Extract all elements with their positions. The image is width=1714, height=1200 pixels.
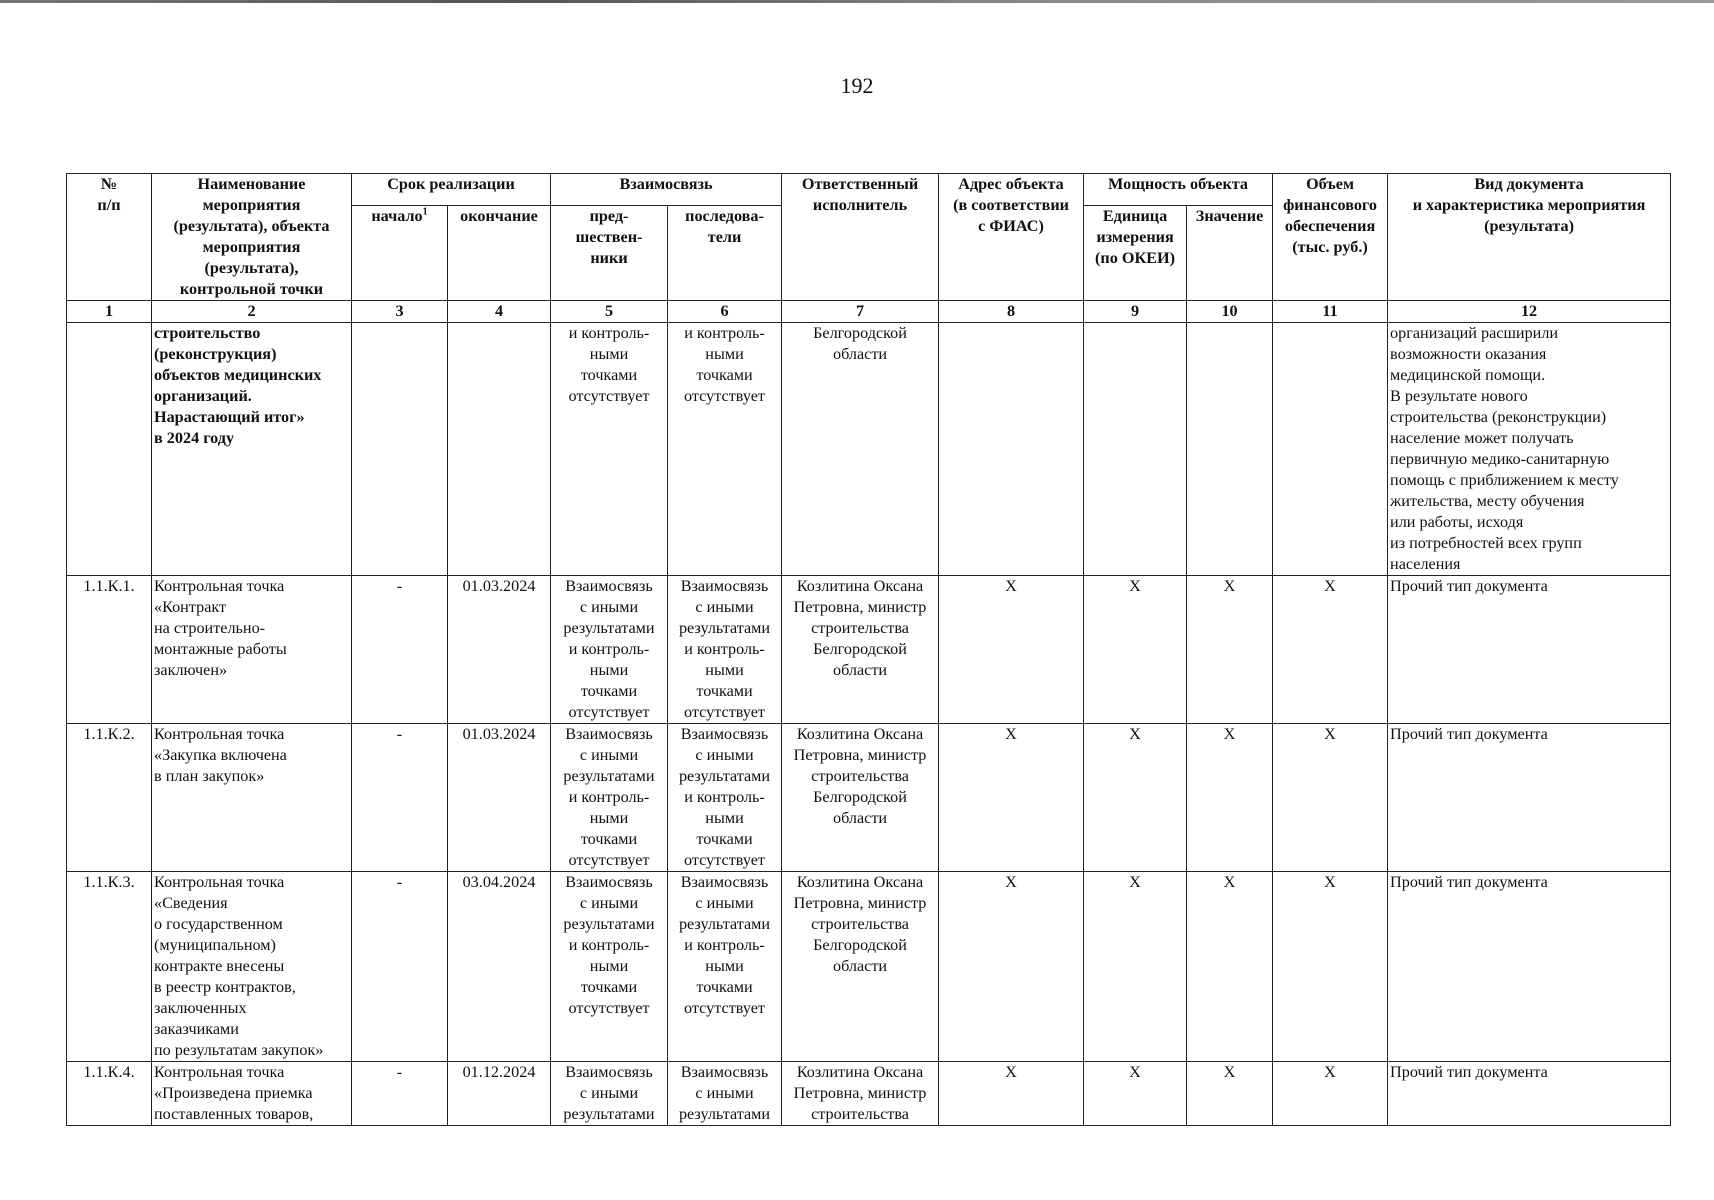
cell-predecessors: Взаимосвязь с иными результатами: [551, 1062, 668, 1126]
table-row: [67, 872, 1671, 1062]
header-name: Наименование мероприятия (результата), объекта мероприятия (результата), контрольной точки: [152, 174, 352, 301]
cell-end: 01.12.2024: [448, 1062, 551, 1126]
cell-value: X: [1187, 724, 1273, 872]
cell-document: Прочий тип документа: [1388, 724, 1671, 872]
header-term-start: начало$^1$: [352, 206, 448, 301]
cell-start: -: [352, 576, 448, 724]
cell-successors: Взаимосвязь с иными результатами и контроль- ными точками отсутствует: [668, 872, 782, 1062]
cell-successors: Взаимосвязь с иными результатами: [668, 1062, 782, 1126]
cell-finance: X: [1273, 576, 1388, 724]
cell-value: [1187, 323, 1273, 576]
column-number: 11: [1273, 301, 1388, 323]
table-row: [67, 323, 1671, 576]
cell-address: [939, 323, 1084, 576]
column-number: 2: [152, 301, 352, 323]
column-number: 12: [1388, 301, 1671, 323]
header-predecessors: пред- шествен- ники: [551, 206, 668, 301]
cell-unit: X: [1084, 724, 1187, 872]
cell-unit: X: [1084, 1062, 1187, 1126]
column-number: 8: [939, 301, 1084, 323]
cell-document: Прочий тип документа: [1388, 1062, 1671, 1126]
header-number: № п/п: [67, 174, 152, 301]
column-number: 5: [551, 301, 668, 323]
header-capacity-group: Мощность объекта: [1084, 174, 1273, 206]
table-row: [67, 1062, 1671, 1126]
column-number: 7: [782, 301, 939, 323]
cell-address: X: [939, 1062, 1084, 1126]
cell-start: [352, 323, 448, 576]
cell-successors: Взаимосвязь с иными результатами и контроль- ными точками отсутствует: [668, 724, 782, 872]
column-number: 4: [448, 301, 551, 323]
cell-responsible: Козлитина Оксана Петровна, министр строительства Белгородской области: [782, 576, 939, 724]
cell-address: X: [939, 576, 1084, 724]
cell-document: организаций расширили возможности оказания медицинской помощи. В результате нового строительства (реконструкции) население может получать первичную медико-санитарную помощь с приближением к месту жительства, месту обучения или работы, исходя из потребностей всех групп населения: [1388, 323, 1671, 576]
cell-finance: [1273, 323, 1388, 576]
cell-finance: X: [1273, 724, 1388, 872]
cell-end: 03.04.2024: [448, 872, 551, 1062]
column-number: 9: [1084, 301, 1187, 323]
footnote-mark: 1: [422, 207, 428, 219]
cell-predecessors: Взаимосвязь с иными результатами и контроль- ными точками отсутствует: [551, 576, 668, 724]
column-number: 10: [1187, 301, 1273, 323]
cell-predecessors: Взаимосвязь с иными результатами и контроль- ными точками отсутствует: [551, 724, 668, 872]
column-number: 6: [668, 301, 782, 323]
column-number: 1: [67, 301, 152, 323]
header-document: Вид документа и характеристика мероприятия (результата): [1388, 174, 1671, 301]
cell-end: [448, 323, 551, 576]
cell-unit: [1084, 323, 1187, 576]
cell-name: Контрольная точка «Сведения о государственном (муниципальном) контракте внесены в реестр контрактов, заключенных заказчиками по результатам закупок»: [152, 872, 352, 1062]
cell-name: Контрольная точка «Контракт на строительно- монтажные работы заключен»: [152, 576, 352, 724]
header-unit: Единица измерения (по ОКЕИ): [1084, 206, 1187, 301]
cell-number: 1.1.К.3.: [67, 872, 152, 1062]
cell-number: 1.1.К.4.: [67, 1062, 152, 1126]
cell-start: -: [352, 872, 448, 1062]
cell-predecessors: Взаимосвязь с иными результатами и контроль- ными точками отсутствует: [551, 872, 668, 1062]
page-number: 192: [840, 73, 874, 98]
cell-name: Контрольная точка «Закупка включена в план закупок»: [152, 724, 352, 872]
cell-start: -: [352, 724, 448, 872]
cell-number: [67, 323, 152, 576]
cell-document: Прочий тип документа: [1388, 872, 1671, 1062]
cell-responsible: Козлитина Оксана Петровна, министр строительства Белгородской области: [782, 872, 939, 1062]
cell-end: 01.03.2024: [448, 724, 551, 872]
cell-number: 1.1.К.1.: [67, 576, 152, 724]
cell-responsible: Козлитина Оксана Петровна, министр строительства: [782, 1062, 939, 1126]
cell-name: Контрольная точка «Произведена приемка поставленных товаров,: [152, 1062, 352, 1126]
cell-unit: X: [1084, 576, 1187, 724]
table-row: [67, 576, 1671, 724]
header-row-1: [67, 174, 1671, 206]
cell-value: X: [1187, 576, 1273, 724]
cell-responsible: Белгородской области: [782, 323, 939, 576]
cell-name: строительство (реконструкция) объектов медицинских организаций. Нарастающий итог» в 2024 году: [152, 323, 352, 576]
column-number-row: [67, 301, 1671, 323]
cell-start: -: [352, 1062, 448, 1126]
table-row: [67, 724, 1671, 872]
plan-table: [66, 173, 1671, 1126]
cell-address: X: [939, 724, 1084, 872]
cell-unit: X: [1084, 872, 1187, 1062]
header-term-end: окончание: [448, 206, 551, 301]
cell-number: 1.1.К.2.: [67, 724, 152, 872]
cell-predecessors: и контроль- ными точками отсутствует: [551, 323, 668, 576]
header-finance: Объем финансового обеспечения (тыс. руб.): [1273, 174, 1388, 301]
header-term-group: Срок реализации: [352, 174, 551, 206]
cell-finance: X: [1273, 1062, 1388, 1126]
cell-finance: X: [1273, 872, 1388, 1062]
cell-successors: и контроль- ными точками отсутствует: [668, 323, 782, 576]
column-number: 3: [352, 301, 448, 323]
header-address: Адрес объекта (в соответствии с ФИАС): [939, 174, 1084, 301]
cell-responsible: Козлитина Оксана Петровна, министр строительства Белгородской области: [782, 724, 939, 872]
scan-edge: [0, 0, 1714, 3]
header-responsible: Ответственный исполнитель: [782, 174, 939, 301]
cell-address: X: [939, 872, 1084, 1062]
cell-value: X: [1187, 872, 1273, 1062]
cell-end: 01.03.2024: [448, 576, 551, 724]
cell-value: X: [1187, 1062, 1273, 1126]
cell-successors: Взаимосвязь с иными результатами и контроль- ными точками отсутствует: [668, 576, 782, 724]
header-value: Значение: [1187, 206, 1273, 301]
header-successors: последова- тели: [668, 206, 782, 301]
cell-document: Прочий тип документа: [1388, 576, 1671, 724]
header-link-group: Взаимосвязь: [551, 174, 782, 206]
